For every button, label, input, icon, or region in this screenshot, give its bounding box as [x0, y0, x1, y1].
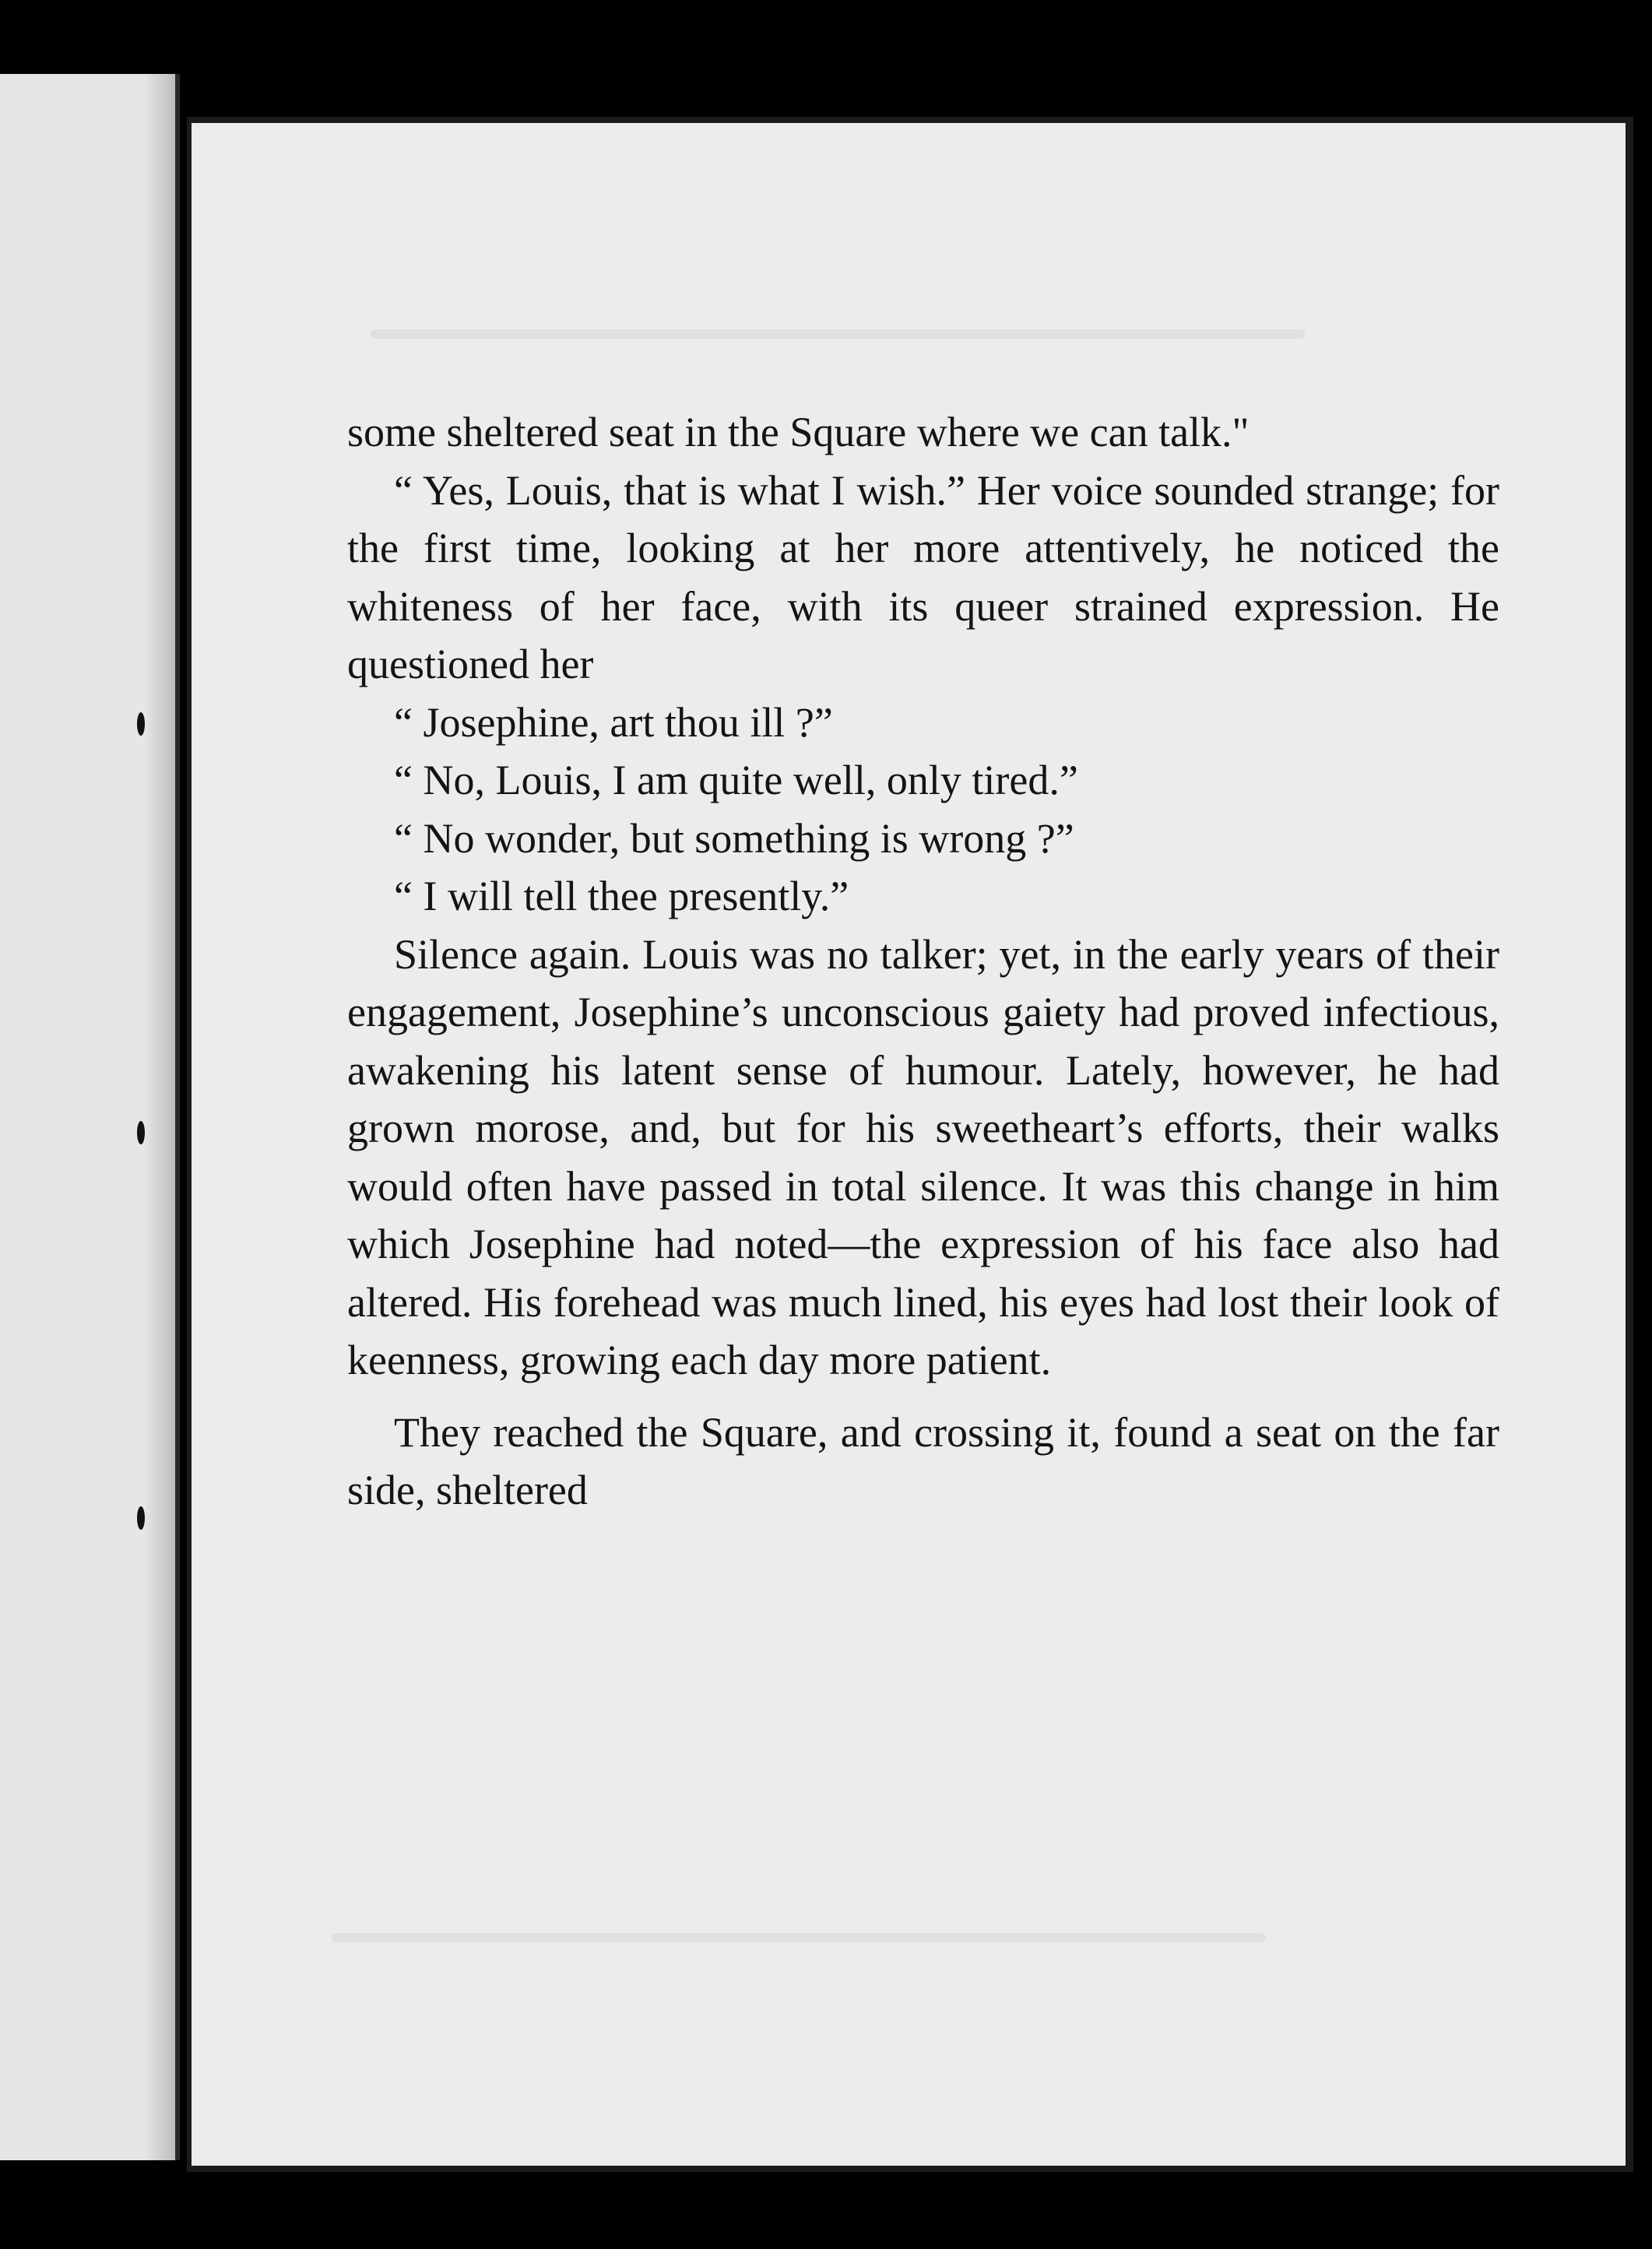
page-fold-shadow [144, 74, 175, 2160]
dialogue-line: “ I will tell thee presently.” [394, 873, 849, 919]
binding-hole-mark [137, 712, 145, 736]
binding-hole-mark [137, 1506, 145, 1530]
footer-rule [332, 1933, 1266, 1942]
paragraph: Silence again. Louis was no talker; yet, in the early years of their engagement, Josephine’s unconscious gaiety had proved infectious, awakening his latent sense of humour. Lately, however, he had grown morose, and, but for his sweetheart’s efforts, their walks would often have passed in total silence. It was this change in him which Josephine had noted—the expression of his face also had altered. His forehead was much lined, his eyes had lost their look of keenness, growing each day more patient. [347, 930, 1499, 1383]
paragraph-continued: some sheltered seat in the Square where we can talk." [347, 409, 1250, 455]
dialogue-line: “ No wonder, but something is wrong ?” [394, 814, 1074, 862]
dialogue-line: “ Josephine, art thou ill ?” [394, 698, 833, 746]
header-rule [371, 329, 1305, 339]
paragraph: They reached the Square, and crossing it, found a seat on the far side, sheltered [347, 1408, 1499, 1513]
left-page-edge [0, 74, 180, 2160]
dialogue-line: “ No, Louis, I am quite well, only tired.” [394, 757, 1078, 803]
right-page [187, 117, 1633, 2172]
paragraph: “ Yes, Louis, that is what I wish.” Her voice sounded strange; for the first time, looking at her more attentively, he noticed the whiteness of her face, with its queer strained expression. He questioned her [347, 466, 1499, 687]
body-text [347, 403, 1499, 1520]
binding-hole-mark [137, 1121, 145, 1144]
